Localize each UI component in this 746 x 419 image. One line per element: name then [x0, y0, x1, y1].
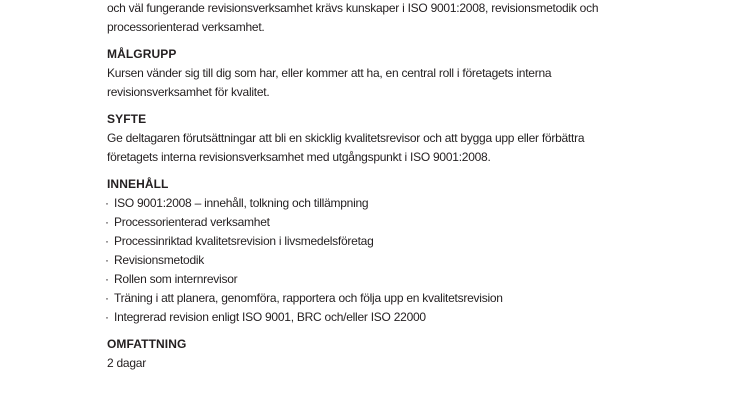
list-item: [107, 251, 727, 270]
content-list: [107, 194, 727, 327]
content-heading: INNEHÅLL: [107, 177, 169, 191]
scope-heading: OMFATTNING: [107, 337, 187, 351]
target-group-line-2: revisionsverksamhet för kvalitet.: [107, 85, 270, 99]
list-item-text: Integrerad revision enligt ISO 9001, BRC och/eller ISO 22000: [114, 310, 426, 324]
intro-section: [107, 0, 727, 37]
list-item: [107, 213, 727, 232]
list-item: [107, 308, 727, 327]
course-description: [107, 0, 727, 373]
purpose-line-2: företagets interna revisionsverksamhet med utgångspunkt i ISO 9001:2008.: [107, 150, 491, 164]
purpose-section: [107, 110, 727, 167]
scope-section: [107, 335, 727, 373]
bullet-icon: ·: [105, 196, 109, 210]
list-item-text: Rollen som internrevisor: [114, 272, 238, 286]
target-group-line-1: Kursen vänder sig till dig som har, eller kommer att ha, en central roll i företagets interna: [107, 66, 552, 80]
bullet-icon: ·: [105, 272, 109, 286]
purpose-line-1: Ge deltagaren förutsättningar att bli en skicklig kvalitetsrevisor och att bygga upp eller förbättra: [107, 131, 585, 145]
bullet-icon: ·: [105, 215, 109, 229]
list-item: [107, 270, 727, 289]
content-section: [107, 175, 727, 327]
bullet-icon: ·: [105, 310, 109, 324]
list-item-text: Processinriktad kvalitetsrevision i livsmedelsföretag: [114, 234, 374, 248]
intro-line-1: och väl fungerande revisionsverksamhet krävs kunskaper i ISO 9001:2008, revisionsmetodik och: [107, 1, 599, 15]
list-item-text: Revisionsmetodik: [114, 253, 205, 267]
purpose-heading: SYFTE: [107, 112, 147, 126]
bullet-icon: ·: [105, 291, 109, 305]
list-item-text: Processorienterad verksamhet: [114, 215, 270, 229]
list-item: [107, 194, 727, 213]
bullet-icon: ·: [105, 234, 109, 248]
list-item-text: ISO 9001:2008 – innehåll, tolkning och tillämpning: [114, 196, 369, 210]
list-item-text: Träning i att planera, genomföra, rapportera och följa upp en kvalitetsrevision: [114, 291, 503, 305]
intro-line-2: processorienterad verksamhet.: [107, 20, 265, 34]
list-item: [107, 232, 727, 251]
bullet-icon: ·: [105, 253, 109, 267]
target-group-heading: MÅLGRUPP: [107, 47, 177, 61]
list-item: [107, 289, 727, 308]
scope-value: 2 dagar: [107, 356, 146, 370]
target-group-section: [107, 45, 727, 102]
